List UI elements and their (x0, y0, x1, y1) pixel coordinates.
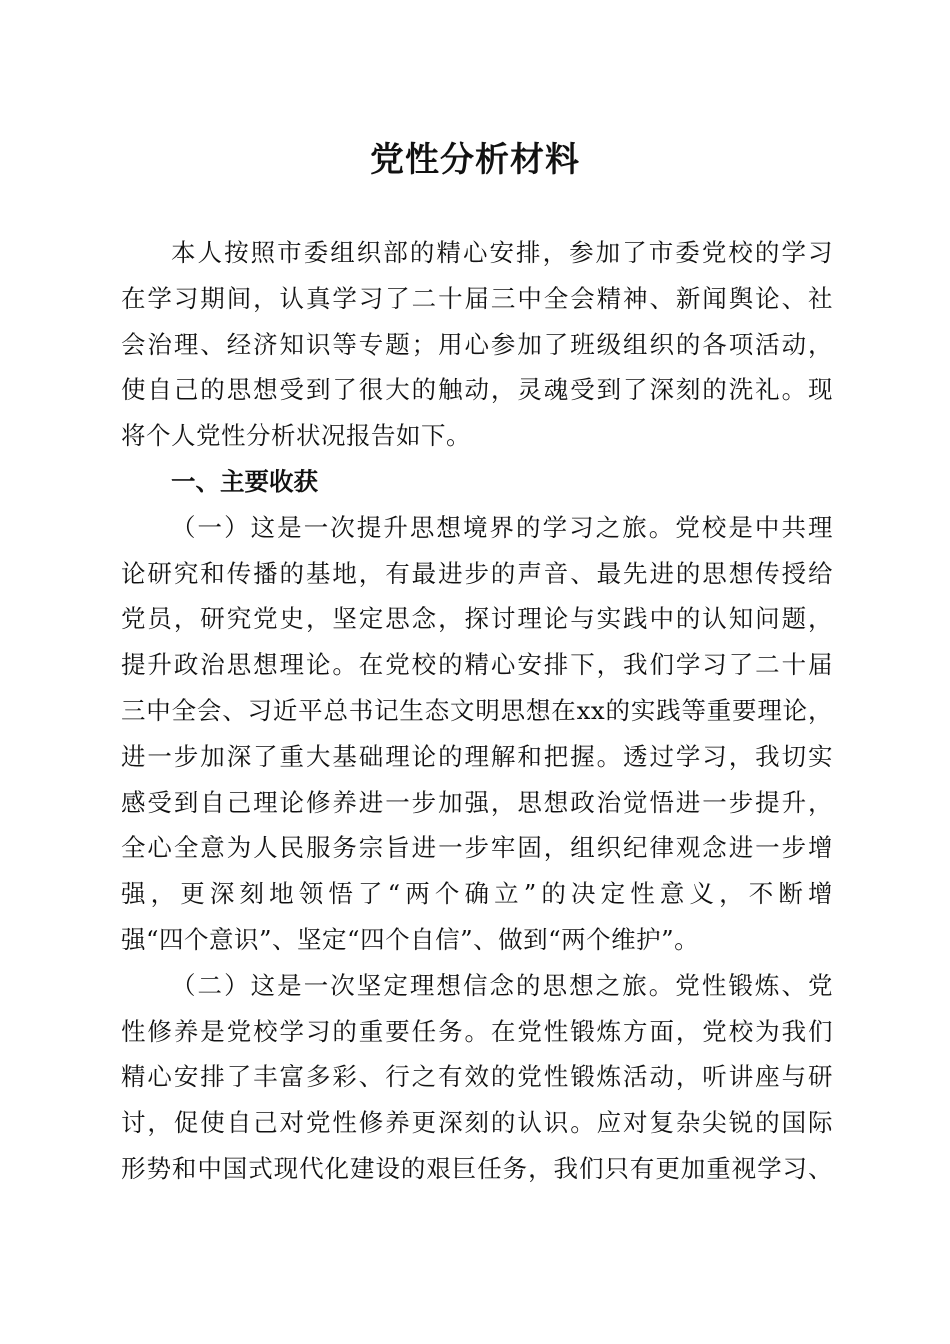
intro-line: 使自己的思想受到了很大的触动，灵魂受到了深刻的洗礼。现 (121, 375, 833, 405)
subsection-1-line: 提升政治思想理论。在党校的精心安排下，我们学习了二十届 (121, 650, 833, 680)
subsection-1-line: 进一步加深了重大基础理论的理解和把握。透过学习，我切实 (121, 741, 833, 771)
subsection-1-line: 感受到自己理论修养进一步加强，思想政治觉悟进一步提升， (121, 787, 833, 817)
subsection-2-line: 精心安排了丰富多彩、行之有效的党性锻炼活动，听讲座与研 (121, 1062, 833, 1092)
intro-line: 将个人党性分析状况报告如下。 (121, 421, 471, 451)
intro-line: 在学习期间，认真学习了二十届三中全会精神、新闻舆论、社 (121, 283, 833, 313)
subsection-1-line: 强，更深刻地领悟了“两个确立”的决定性意义，不断增 (121, 879, 833, 909)
subsection-2-line: 讨，促使自己对党性修养更深刻的认识。应对复杂尖锐的国际 (121, 1108, 833, 1138)
subsection-1-line: 全心全意为人民服务宗旨进一步牢固，组织纪律观念进一步增 (121, 833, 833, 863)
subsection-1-line: 三中全会、习近平总书记生态文明思想在xx的实践等重要理论， (121, 695, 833, 725)
subsection-2-line: 性修养是党校学习的重要任务。在党性锻炼方面，党校为我们 (121, 1016, 833, 1046)
intro-line: 会治理、经济知识等专题；用心参加了班级组织的各项活动， (121, 329, 833, 359)
subsection-2-line: （二）这是一次坚定理想信念的思想之旅。党性锻炼、党 (171, 970, 833, 1000)
subsection-2-line: 形势和中国式现代化建设的艰巨任务，我们只有更加重视学习、 (121, 1153, 833, 1183)
intro-line: 本人按照市委组织部的精心安排，参加了市委党校的学习 (171, 238, 833, 267)
subsection-1-line: 强“四个意识”、坚定“四个自信”、做到“两个维护”。 (121, 924, 700, 954)
section-heading: 一、主要收获 (171, 466, 318, 496)
subsection-1-line: 党员，研究党史，坚定思念，探讨理论与实践中的认知问题， (121, 604, 833, 634)
document-title: 党性分析材料 (370, 140, 580, 180)
document-body (121, 230, 833, 1192)
subsection-1-line: 论研究和传播的基地，有最进步的声音、最先进的思想传授给 (121, 558, 833, 588)
subsection-1-line: （一）这是一次提升思想境界的学习之旅。党校是中共理 (171, 512, 833, 542)
